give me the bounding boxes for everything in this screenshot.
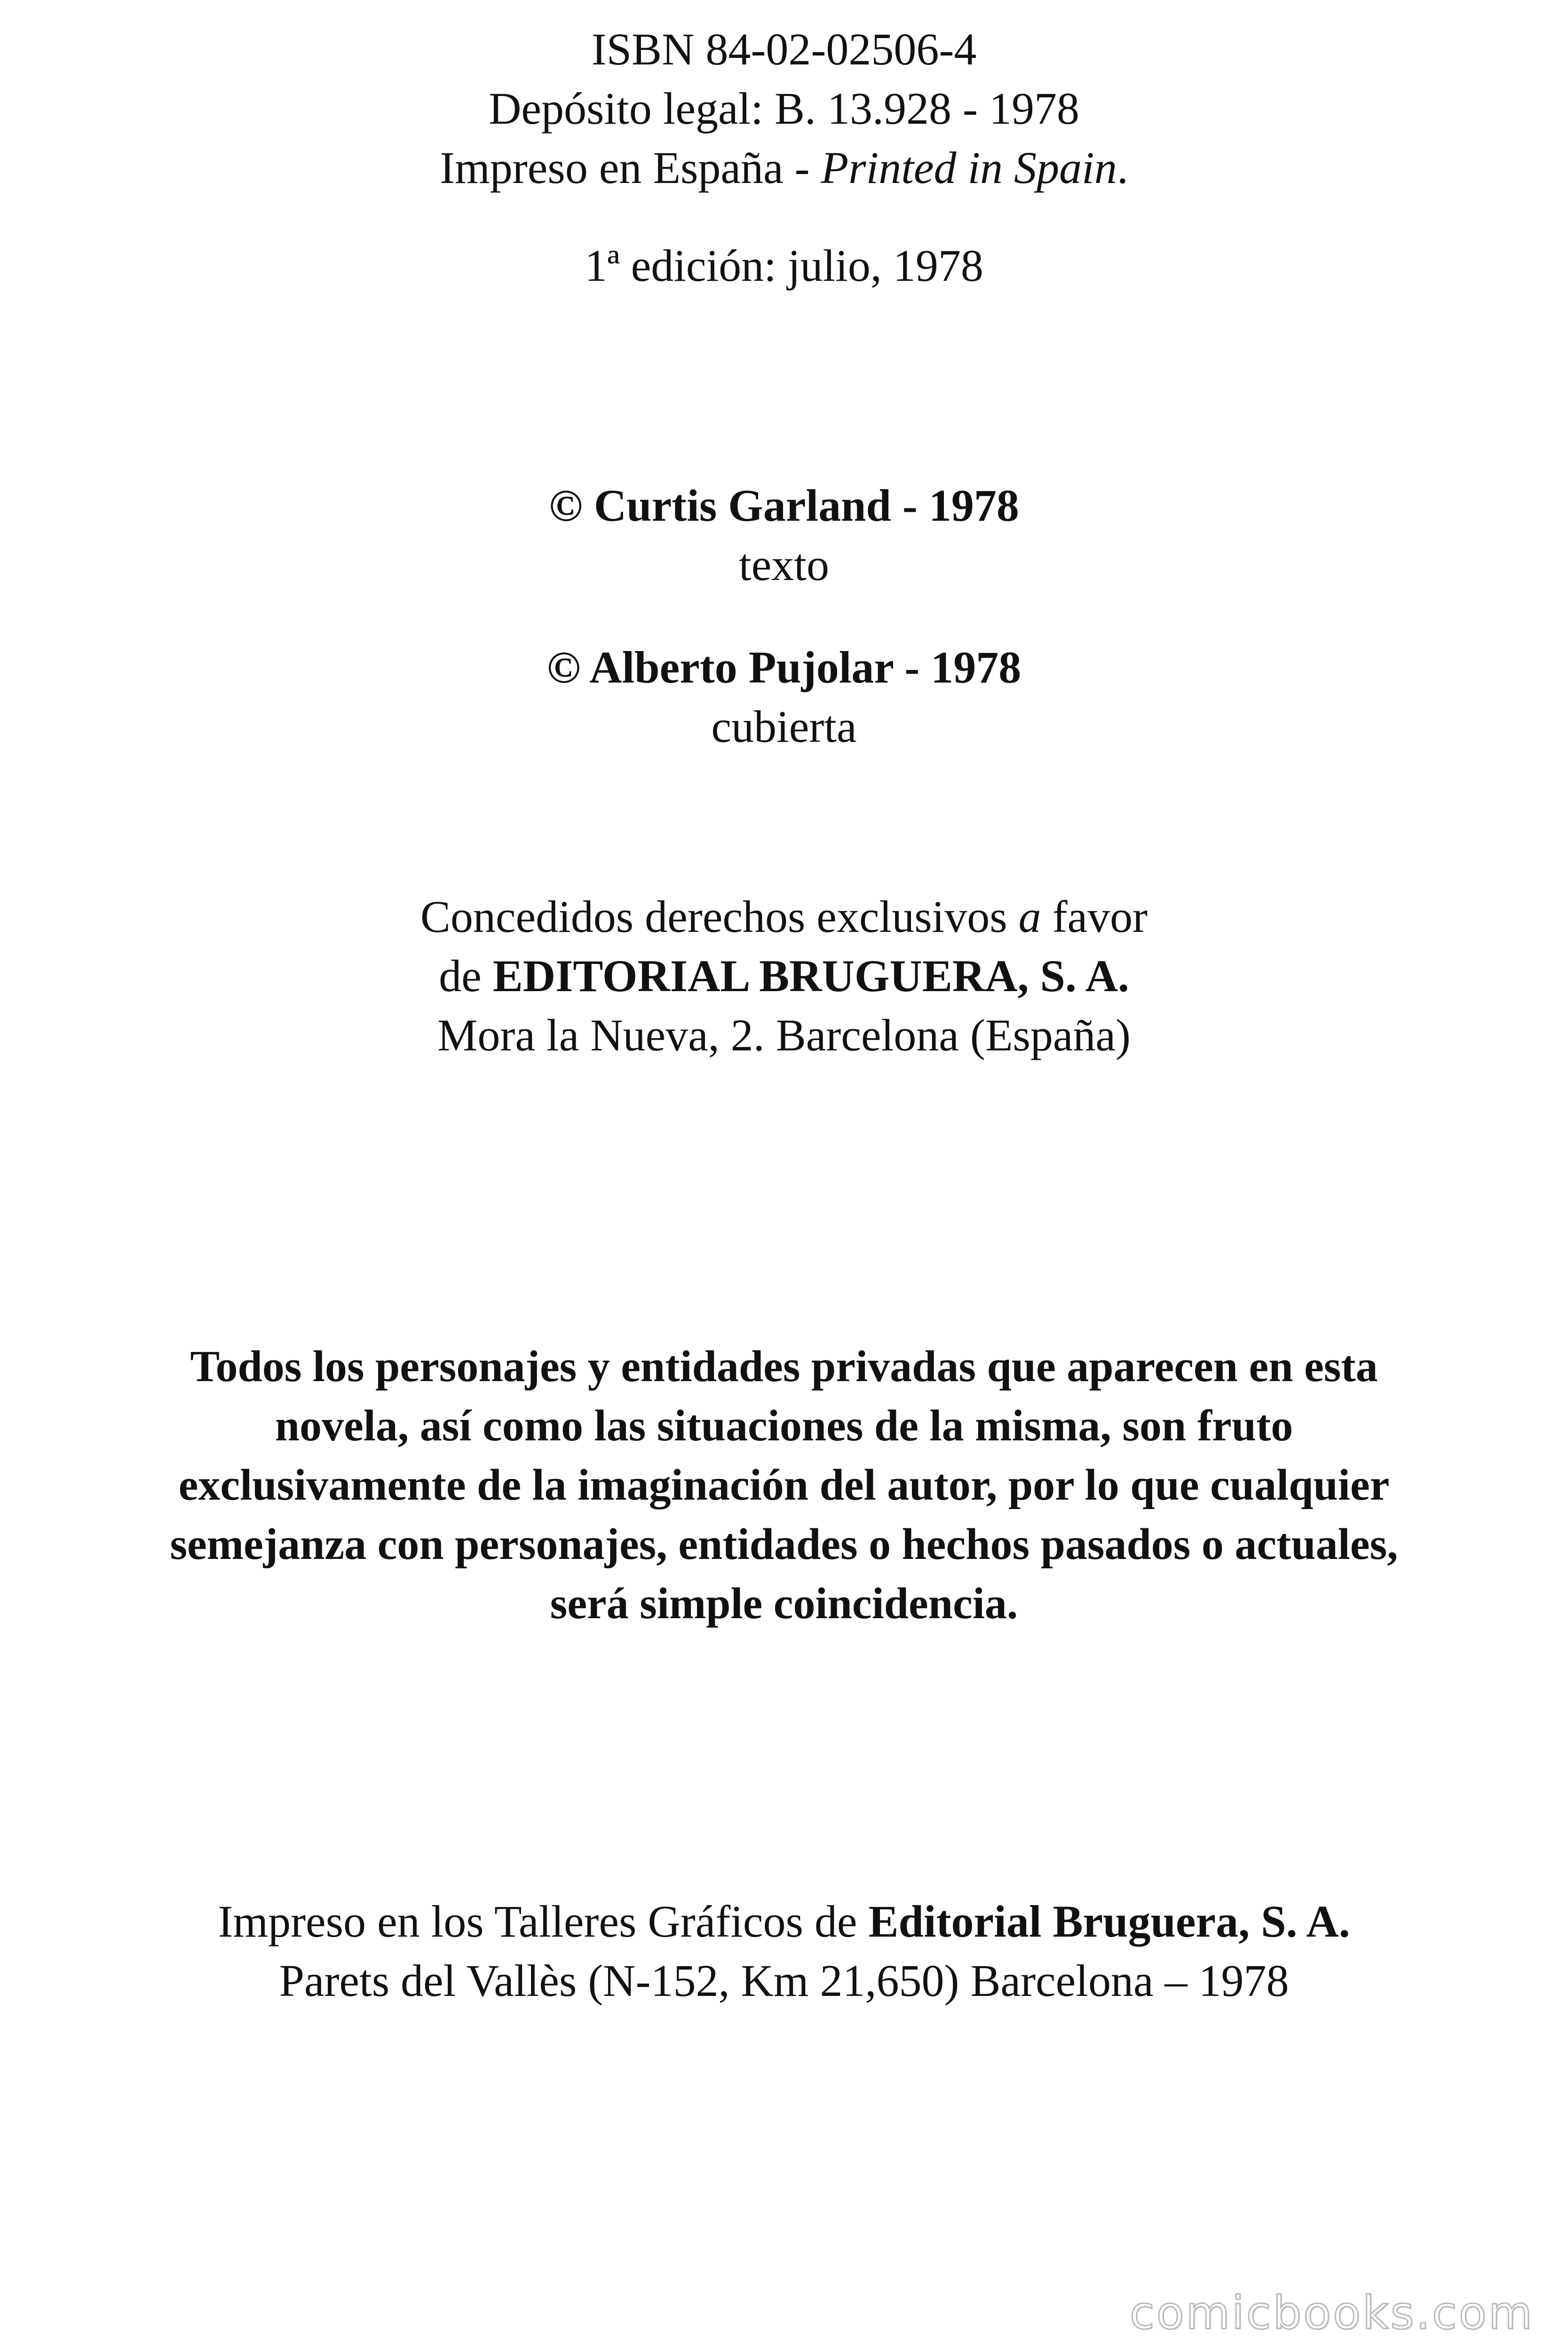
printer-prefix: Impreso en los Talleres Gráficos de [218, 1896, 869, 1947]
rights-line-2 [0, 946, 1568, 1006]
watermark: comicbooks.com [1129, 2287, 1534, 2339]
disclaimer-line: semejanza con personajes, entidades o hechos pasados o actuales, [170, 1520, 1398, 1569]
isbn-line: ISBN 84-02-02506-4 [591, 24, 977, 74]
rights-text-c: favor [1041, 891, 1148, 942]
copyright-cover-block [0, 638, 1568, 756]
rights-prefix: de [439, 951, 493, 1001]
disclaimer-line: Todos los personajes y entidades privadas que aparecen en esta [190, 1342, 1378, 1391]
printed-in-period: . [1117, 143, 1128, 193]
rights-text-italic: a [1018, 891, 1041, 942]
legal-deposit-line: Depósito legal: B. 13.928 - 1978 [489, 83, 1079, 134]
printer-name: Editorial Bruguera, S. A. [868, 1896, 1350, 1947]
copyright-author-block [0, 476, 1568, 595]
disclaimer-line: exclusivamente de la imaginación del autor, por lo que cualquier [178, 1461, 1390, 1510]
rights-text-a: Concedidos derechos exclusivos [420, 891, 1019, 942]
copyright-cover-holder: © Alberto Pujolar - 1978 [546, 642, 1022, 692]
disclaimer-line: será simple coincidencia. [550, 1579, 1018, 1628]
printer-line-1 [0, 1892, 1568, 1951]
rights-block [0, 887, 1568, 1065]
edition-line: 1ª edición: julio, 1978 [585, 240, 983, 291]
publisher-name: EDITORIAL BRUGUERA, S. A. [492, 951, 1129, 1001]
copyright-cover-role: cubierta [711, 701, 857, 752]
imprint-block [0, 20, 1568, 198]
printer-block [0, 1892, 1568, 2010]
publisher-address: Mora la Nueva, 2. Barcelona (España) [437, 1010, 1131, 1060]
edition-block [0, 236, 1568, 295]
rights-line-1 [0, 887, 1568, 946]
disclaimer-block [0, 1337, 1568, 1633]
printer-address: Parets del Vallès (N-152, Km 21,650) Barcelona – 1978 [279, 1955, 1289, 2006]
copyright-author-role: texto [739, 540, 829, 590]
printed-in-spanish: Impreso en España - [440, 143, 821, 193]
printed-in-english: Printed in Spain [821, 143, 1117, 193]
printed-in-line [0, 138, 1568, 198]
disclaimer-line: novela, así como las situaciones de la misma, son fruto [275, 1401, 1293, 1450]
copyright-author-holder: © Curtis Garland - 1978 [549, 480, 1019, 531]
